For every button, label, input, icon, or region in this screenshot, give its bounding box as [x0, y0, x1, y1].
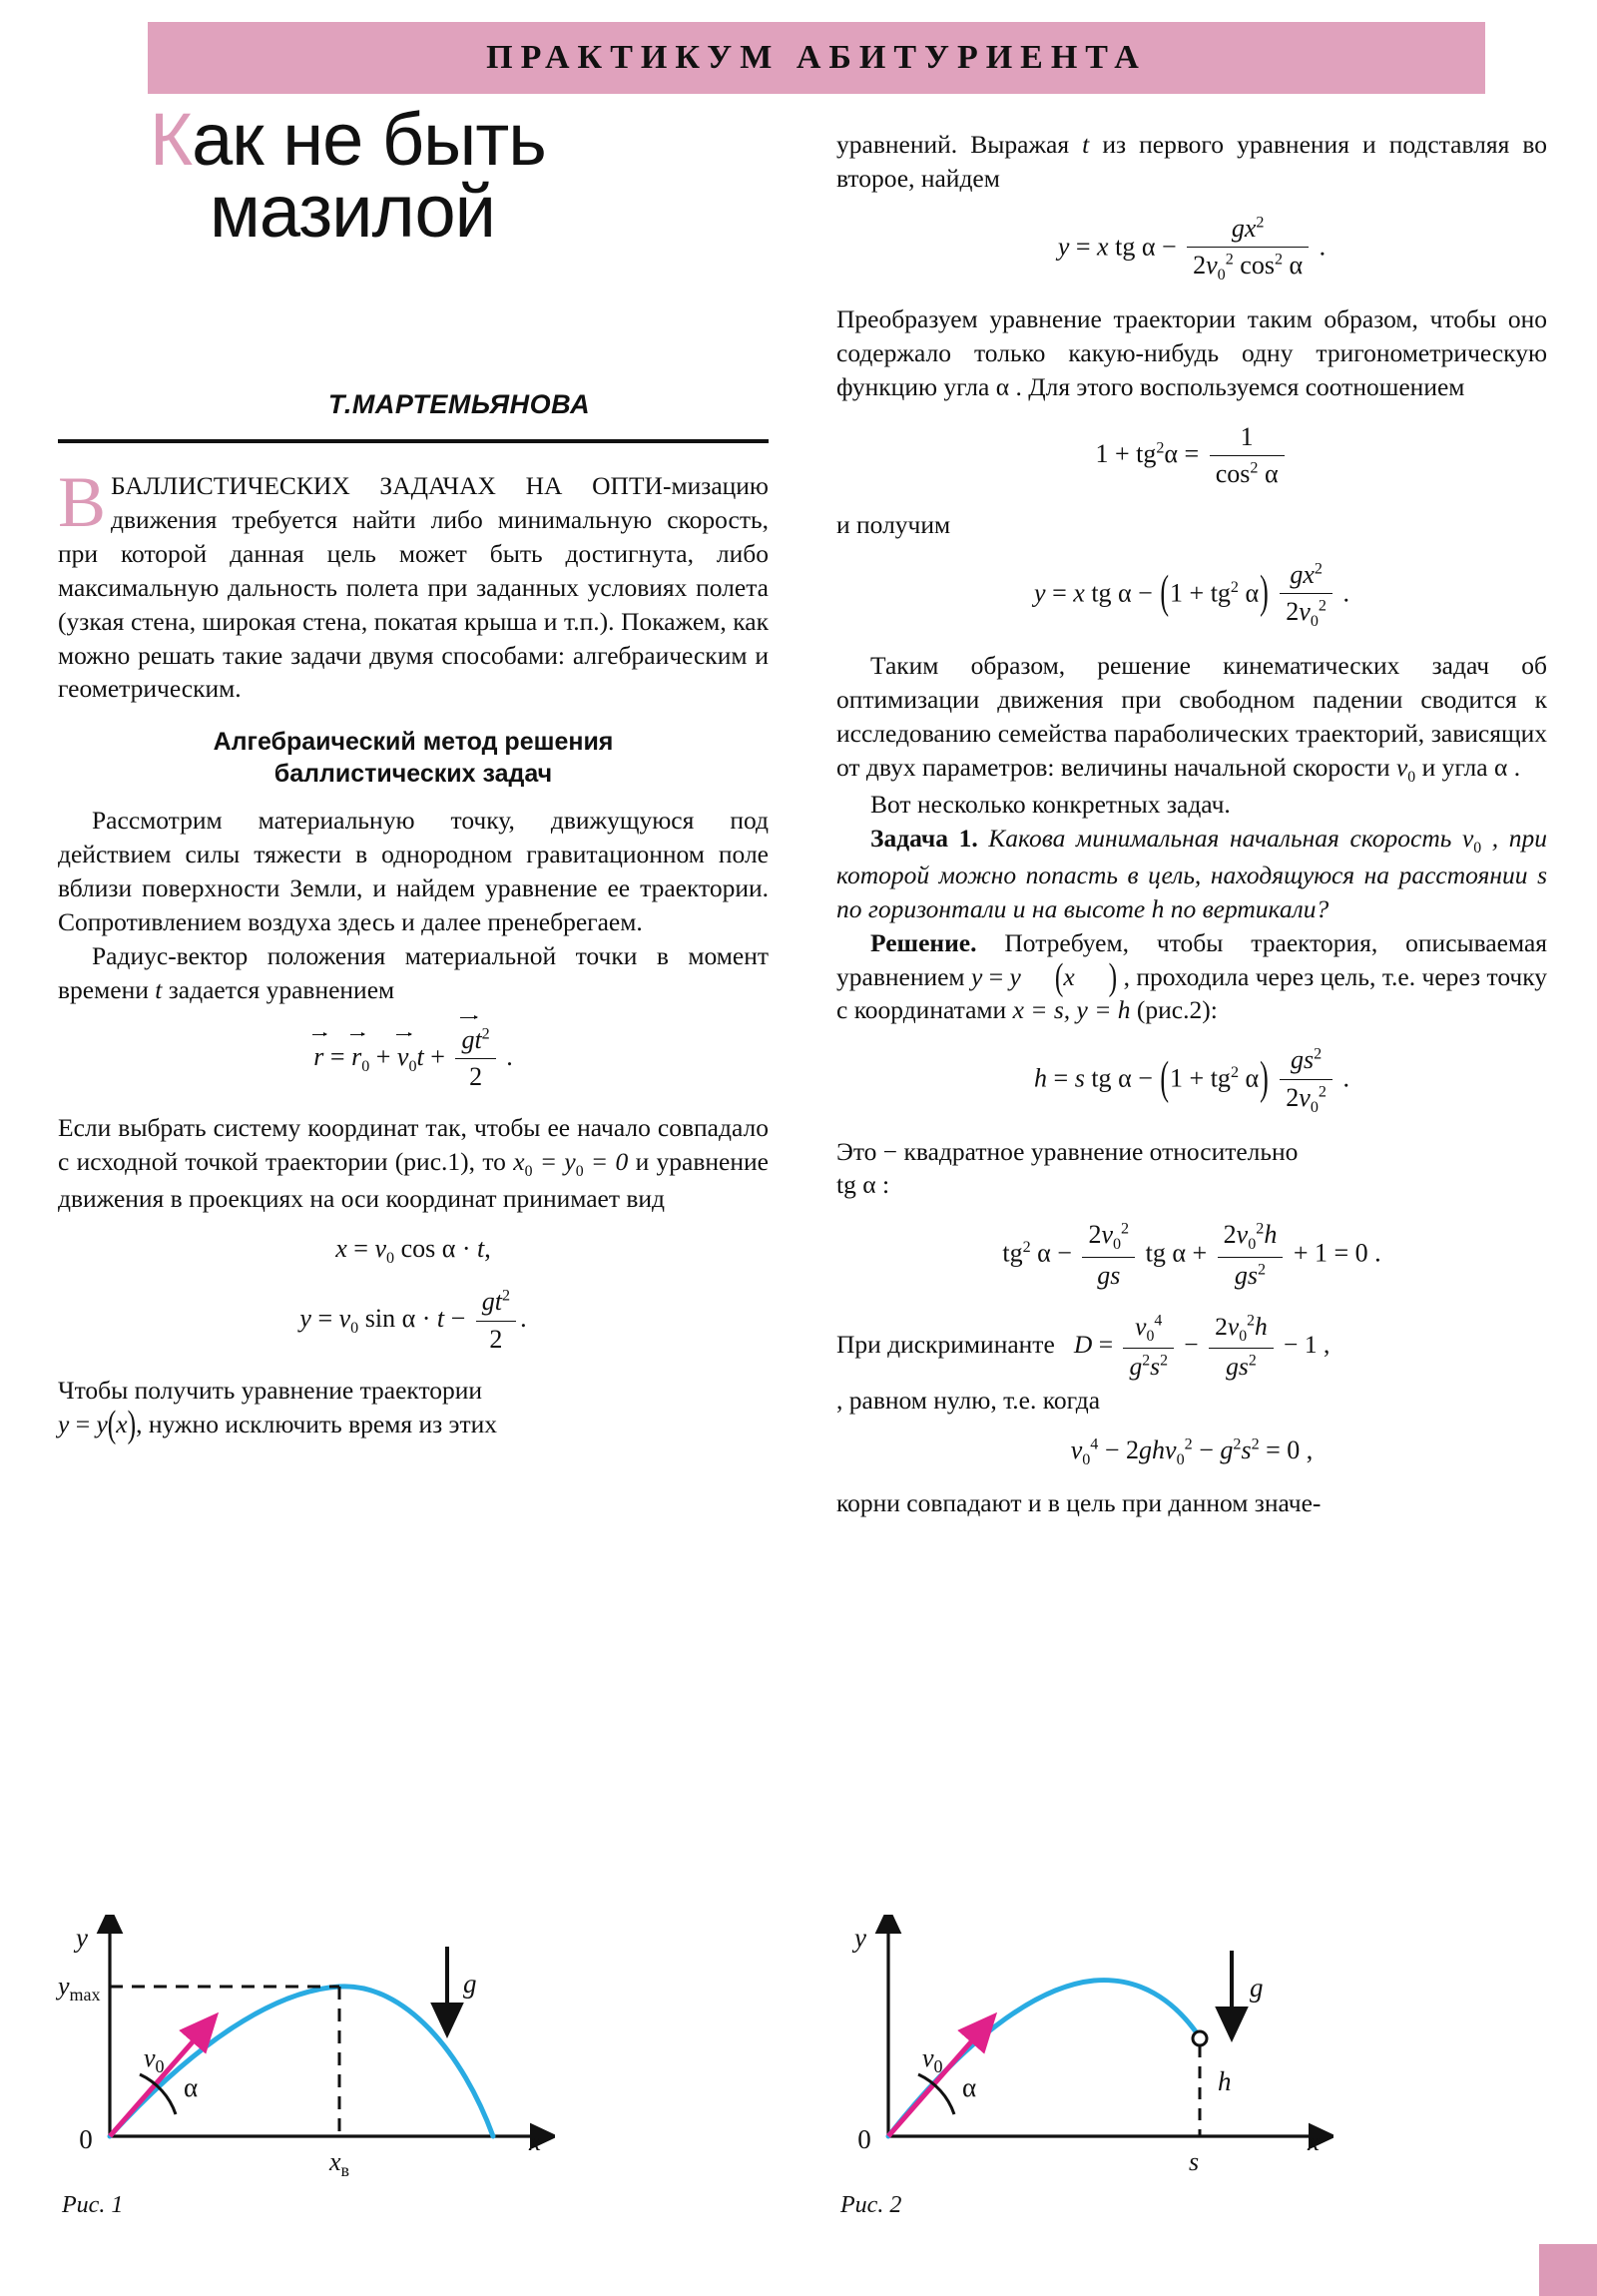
- right-paragraph-6: При дискриминанте D = $\frac{v_0^4}{g^2s^2}$ − $\frac{2v_0^2h}{gs^2}$ − 1 , , равном нулю, т.е. когда: [836, 1311, 1331, 1415]
- cont-b: из первого уравнения и подставляя во второе, найдем: [836, 130, 1547, 193]
- solution-label: Решение.: [870, 927, 977, 957]
- para3r-mid: и угла: [1415, 752, 1494, 782]
- sol-coords: x = s, y = h: [1012, 995, 1131, 1025]
- para4-b: , нужно исключить время из этих: [136, 1409, 498, 1438]
- equation-quadratic: $tg^2$ α − $\frac{2v_0^2}{gs}$ tg α + $\frac{2v_0^2h}{gs^2}$ + 1 = 0 .: [1002, 1220, 1381, 1291]
- paragraph-3: [58, 1111, 769, 1216]
- para2-var-t: t: [155, 974, 163, 1004]
- distance-label: s: [1188, 2147, 1200, 2176]
- para6-b: , равном нулю, т.е. когда: [836, 1385, 1101, 1415]
- paragraph-1: Рассмотрим материальную точку, движущуюся под действием силы тяжести в однородном гравитационном поле вблизи поверхности Земли, и найдем уравнение ее траектории. Сопротивлением воздуха здесь и далее пренебрегаем.: [58, 806, 769, 937]
- y-axis-label: y: [76, 1923, 88, 1953]
- right-column: [836, 128, 1547, 1520]
- task-label: Задача 1.: [870, 823, 978, 853]
- origin-label: 0: [857, 2124, 871, 2154]
- section-heading-line2: баллистических задач: [273, 760, 553, 789]
- right-paragraph-2: и получим: [836, 509, 951, 539]
- trajectory-curve: [110, 1987, 493, 2136]
- section-heading: [58, 726, 769, 790]
- section-heading-line1: Алгебраический метод решения: [213, 728, 614, 757]
- task-s: s: [1537, 860, 1547, 889]
- article-title: [150, 98, 769, 253]
- task-h: h: [1151, 893, 1165, 923]
- x-axis-label: x: [1308, 2126, 1320, 2156]
- figure-1: [44, 1915, 555, 2191]
- title-dropcap: К: [150, 98, 193, 181]
- equation-target: h = s tg $\alpha - (1 + tg^2$ α) $\frac{gs^2}{2v_0^2}$ .: [1034, 1045, 1349, 1117]
- continuation-paragraph: [836, 128, 1547, 196]
- solution-paragraph: Решение. Потребуем, чтобы траектория, описываемая уравнением y = y (x ) , проходила через цель, т.е. через точку с координатами x = s, y = h (рис.2):: [836, 927, 1548, 1025]
- sol-b: , проходила через цель, т.е. через точку с координатами: [836, 961, 1548, 1025]
- sol-a: Потребуем, чтобы траектория, описываемая уравнением: [836, 927, 1547, 991]
- cont-var-t: t: [1082, 130, 1090, 159]
- task-paragraph: Задача 1. Какова минимальная начальная скорость $v_0$ , при которой можно попасть в цель, находящуюся на расстоянии s по горизонтали и на высоте h по вертикали?: [836, 823, 1547, 923]
- para5-a: Это − квадратное уравнение относительно: [836, 1136, 1299, 1166]
- right-paragraph-5: Это − квадратное уравнение относительно tg α :: [836, 1136, 1299, 1200]
- gravity-label: g: [463, 1969, 477, 1999]
- title-line2: мазилой: [210, 169, 495, 253]
- sol-c: (рис.2):: [1130, 995, 1218, 1025]
- task-a: Какова минимальная начальная скорость: [977, 823, 1462, 853]
- para2-b: задается уравнением: [162, 974, 395, 1004]
- paragraph-4: Чтобы получить уравнение траектории y = y(x), нужно исключить время из этих: [58, 1375, 498, 1445]
- equation-root-condition: $v_0^4 - 2ghv_0^2 - g^2s^2 = 0$ ,: [1070, 1435, 1314, 1468]
- intro-rest: мизацию движения требуется найти либо минимальную скорость, при которой данная цель может быть достигнута, либо максимальную дальность полета при заданных условиях полета (узкая стена, широкая стена, покатая крыша и т.п.). Покажем, как можно решать такие задачи двумя способами: алгебраическим и геометрическим.: [58, 471, 769, 704]
- equation-y-projection: $y = v_0$ sin α · t − $\frac{gt^2}{2}$ .: [299, 1287, 527, 1355]
- para3-a: Если выбрать систему координат так, чтобы ее начало совпадало с исходной точкой траектории (рис.1), то: [58, 1112, 769, 1176]
- title-line1: ак не быть: [192, 98, 546, 181]
- right-paragraph-1: Преобразуем уравнение траектории таким образом, чтобы оно содержало только какую-нибудь одну тригонометрическую функцию угла α . Для этого воспользуемся соотношением: [836, 304, 1547, 401]
- origin-label: 0: [79, 2124, 93, 2154]
- equation-x-projection: $x = v_0$ cos α · t,: [335, 1233, 491, 1268]
- task-d: по вертикали?: [1164, 893, 1330, 923]
- para4-yx: y: [58, 1409, 70, 1438]
- x-axis-label: x: [529, 2126, 541, 2156]
- author-byline: Т.МАРТЕМЬЯНОВА: [327, 389, 591, 419]
- para4-a: Чтобы получить уравнение траектории: [58, 1375, 483, 1405]
- para3r-v0: $v_0$: [1395, 752, 1416, 786]
- equation-trajectory: y = x tg α − $\frac{gx^2}{2v_0^2 \cos^2 \alpha}$ .: [1057, 213, 1327, 285]
- xb-label: $x_в$: [329, 2147, 350, 2180]
- para3-x0y0: $x_0 = y_0 = 0$: [513, 1146, 629, 1180]
- para6-a: При дискриминанте: [836, 1329, 1062, 1359]
- task-b: , при которой можно попасть в цель, находящуюся на расстоянии: [836, 823, 1547, 889]
- banner-title: ПРАКТИКУМ АБИТУРИЕНТА: [486, 39, 1147, 76]
- task-c: по горизонтали и на высоте: [836, 893, 1152, 923]
- para2-a: Радиус-вектор положения материальной точки в момент времени: [58, 940, 769, 1004]
- equation-radius-vector: $r = r_0 + v_0t$ + $\frac{gt^2}{2}$ .: [313, 1024, 513, 1092]
- intro-dropcap: В: [58, 462, 107, 542]
- equation-identity: $1 + tg^2\alpha$ = $\frac{1}{\cos^2 \alpha}$: [836, 420, 1547, 492]
- para3r-alpha: α: [1493, 752, 1508, 782]
- right-paragraph-7: корни совпадают и в цель при данном значе-: [836, 1488, 1322, 1518]
- figure-2: [822, 1915, 1333, 2191]
- figure-1-caption: Рис. 1: [62, 2192, 124, 2218]
- figure-2-caption: Рис. 2: [840, 2192, 902, 2218]
- left-column: [58, 462, 769, 1445]
- paragraph-2: [58, 939, 769, 1007]
- byline-divider: [58, 439, 769, 443]
- gravity-label: g: [1250, 1973, 1264, 2003]
- target-point: [1193, 2031, 1207, 2045]
- intro-caps: БАЛЛИСТИЧЕСКИХ ЗАДАЧАХ НА ОПТИ-: [111, 471, 672, 500]
- ymax-label: $y_{max}$: [58, 1972, 101, 2005]
- equation-trajectory-2: y = x tg $\alpha - (1 + tg^2$ α) $\frac{gx^2}{2v_0^2}$ .: [1034, 559, 1349, 631]
- para3r-end: .: [1507, 752, 1521, 782]
- right-paragraph-3: [836, 649, 1547, 788]
- velocity-label: $v_0$: [922, 2043, 943, 2076]
- corner-marker: [1539, 2244, 1597, 2296]
- para3r-a: Таким образом, решение кинематических задач об оптимизации движения при свободном падении сводится к исследованию семейства параболических траекторий, зависящих от двух параметров: величины начальной скорости: [836, 651, 1547, 782]
- cont-a: уравнений. Выражая: [836, 130, 1083, 159]
- angle-label: α: [962, 2072, 977, 2102]
- right-paragraph-4: Вот несколько конкретных задач.: [870, 789, 1231, 819]
- velocity-label: $v_0$: [144, 2043, 165, 2076]
- para3-b: и уравнение движения в проекциях на оси координат принимает вид: [58, 1146, 769, 1213]
- height-label: h: [1218, 2066, 1232, 2096]
- angle-label: α: [184, 2072, 199, 2102]
- para5-b: :: [875, 1170, 890, 1200]
- y-axis-label: y: [854, 1923, 866, 1953]
- intro-paragraph: [58, 462, 769, 706]
